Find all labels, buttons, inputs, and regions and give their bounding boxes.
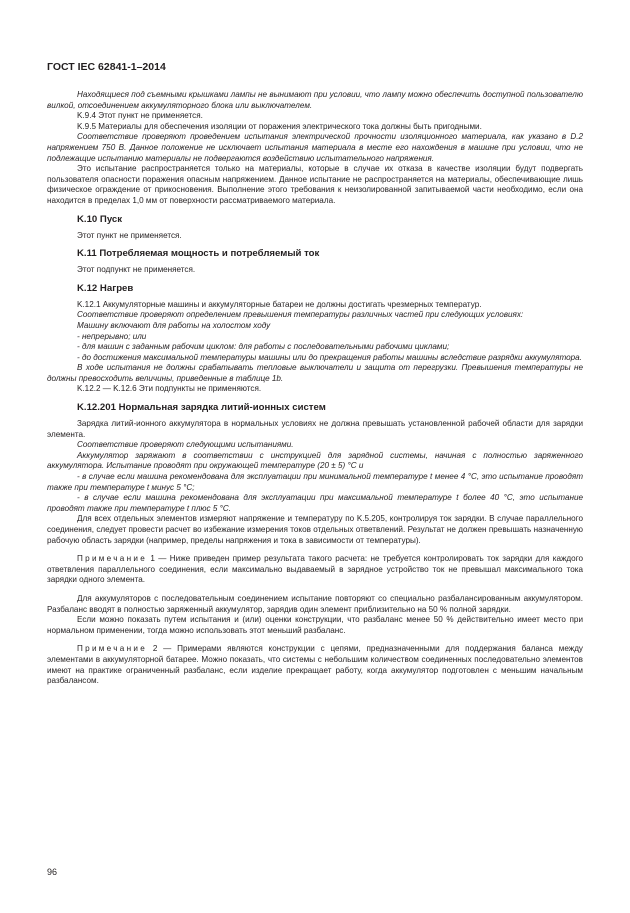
paragraph: Этот пункт не применяется. bbox=[77, 230, 182, 240]
standard-header: ГОСТ IEC 62841-1–2014 bbox=[47, 61, 166, 73]
paragraph: K.9.4 Этот пункт не применяется. bbox=[77, 111, 203, 121]
section-heading: K.12 Нагрев bbox=[77, 282, 134, 294]
section-heading: K.10 Пуск bbox=[77, 213, 123, 225]
section-heading: K.11 Потребляемая мощность и потребляемый ток bbox=[77, 248, 320, 260]
paragraph: Этот подпункт не применяется. bbox=[77, 265, 196, 275]
paragraph: Соответствие проверяют определением превышения температуры различных частей при следующих условиях: bbox=[77, 310, 524, 320]
list-item: - в случае если машина рекомендована для эксплуатации при минимальной температуре t менее 4 °С, это испытание проводят также при температуре t минус 5 °С; bbox=[47, 472, 583, 492]
section-heading: K.12.201 Нормальная зарядка литий-ионных систем bbox=[77, 402, 326, 414]
paragraph: Если можно показать путем испытания и (или) оценки конструкции, что разбаланс менее 50 % действительно имеет место при нормальном применении, тогда можно использовать этот меньший разбаланс. bbox=[47, 615, 583, 635]
note-text: 1 — Ниже приведен пример результата такого расчета: не требуется контролировать ток зарядки для каждого ответвления параллельного соединения, если максимально выдаваемый в зарядное устройство ток не превышал максимального тока зарядки одного элемента. bbox=[47, 554, 583, 585]
paragraph: Соответствие проверяют следующими испытаниями. bbox=[77, 440, 294, 450]
paragraph: Это испытание распространяется только на материалы, которые в случае их отказа в качестве изоляции будут подвергать пользователя опасности поражения опасным напряжением. Данное испытание не распространяется на материалы, обеспечивающие лишь физическое ограждение от прикосновения. Выполнение этого требования к неизолированной запитываемой части необходимо, если она находится в пределах 1,0 мм от поверхности рассматриваемого материала. bbox=[47, 164, 583, 205]
list-item: - непрерывно; или bbox=[77, 331, 147, 341]
paragraph: Зарядка литий-ионного аккумулятора в нормальных условиях не должна превышать установленной рабочей области для зарядки элемента. bbox=[47, 419, 583, 439]
note-1 bbox=[47, 554, 583, 586]
list-item: - в случае если машина рекомендована для эксплуатации при максимальной температуре t более 40 °С, это испытание проводят также при температуре t плюс 5 °С. bbox=[47, 493, 583, 513]
note-label: Примечание bbox=[77, 554, 148, 564]
paragraph: Находящиеся под съемными крышками лампы не вынимают при условии, что лампу можно обеспечить доступной пользователю вилкой, отсоединением аккумуляторного блока или выключателем. bbox=[47, 90, 583, 110]
paragraph: В ходе испытания не должны срабатывать тепловые выключатели и защита от перегрузки. Превышения температуры не должны превосходить величины, приведенные в таблице 1b. bbox=[47, 363, 583, 383]
page-number: 96 bbox=[47, 867, 58, 877]
paragraph: Для аккумуляторов с последовательным соединением испытание повторяют со специально разбалансированным аккумулятором. Разбаланс вводят в полностью заряженный аккумулятор, зарядив один элемент приблизительно на 50 % полной зарядки. bbox=[47, 593, 583, 614]
paragraph: K.9.5 Материалы для обеспечения изоляции от поражения электрического тока должны быть пригодными. bbox=[77, 121, 482, 131]
paragraph: Соответствие проверяют проведением испытания электрической прочности изоляционного материала, как указано в D.2 напряжением 750 В. Данное положение не исключает испытания материала в месте его нахождения в машине при условии, что не подлежащие испытанию материалы не подвергаются воздействию испытательного напряжения. bbox=[47, 132, 583, 163]
note-text: 2 — Примерами являются конструкции с цепями, предназначенными для поддержания баланса между элементами в аккумуляторной батарее. Можно показать, что системы с небольшим количеством соединенных последовательно элементов имеют на практике ограниченный разбаланс, если изделие прекращает работу, когда аккумулятор подготовлен с меньшим начальным разбалансом. bbox=[47, 644, 583, 686]
paragraph: Машину включают для работы на холостом ходу bbox=[77, 320, 271, 330]
paragraph: Для всех отдельных элементов измеряют напряжение и температуру по K.5.205, контролируя ток зарядки. В случае параллельного соединения, следует провести расчет во избежание измерения токов отдельных ответвлений. Результат не должен превышать назначенную рабочую область зарядки (например, пределы напряжения и тока в зависимости от температуры). bbox=[47, 514, 583, 545]
note-2 bbox=[47, 644, 583, 686]
note-label: Примечание bbox=[77, 644, 148, 654]
paragraph: K.12.1 Аккумуляторные машины и аккумуляторные батареи не должны достигать чрезмерных температур. bbox=[77, 299, 482, 309]
paragraph: K.12.2 — K.12.6 Эти подпункты не применяются. bbox=[77, 384, 262, 394]
paragraph: Аккумулятор заряжают в соответствии с инструкцией для зарядной системы, начиная с полностью заряженного аккумулятора. Испытание проводят при окружающей температуре (20 ± 5) °С и bbox=[47, 450, 583, 471]
list-item: - до достижения максимальной температуры машины или до прекращения работы машины вследствие разрядки аккумулятора. bbox=[77, 352, 582, 362]
list-item: - для машин с заданным рабочим циклом: для работы с последовательными рабочими циклами; bbox=[77, 342, 450, 352]
document-body bbox=[47, 90, 583, 687]
